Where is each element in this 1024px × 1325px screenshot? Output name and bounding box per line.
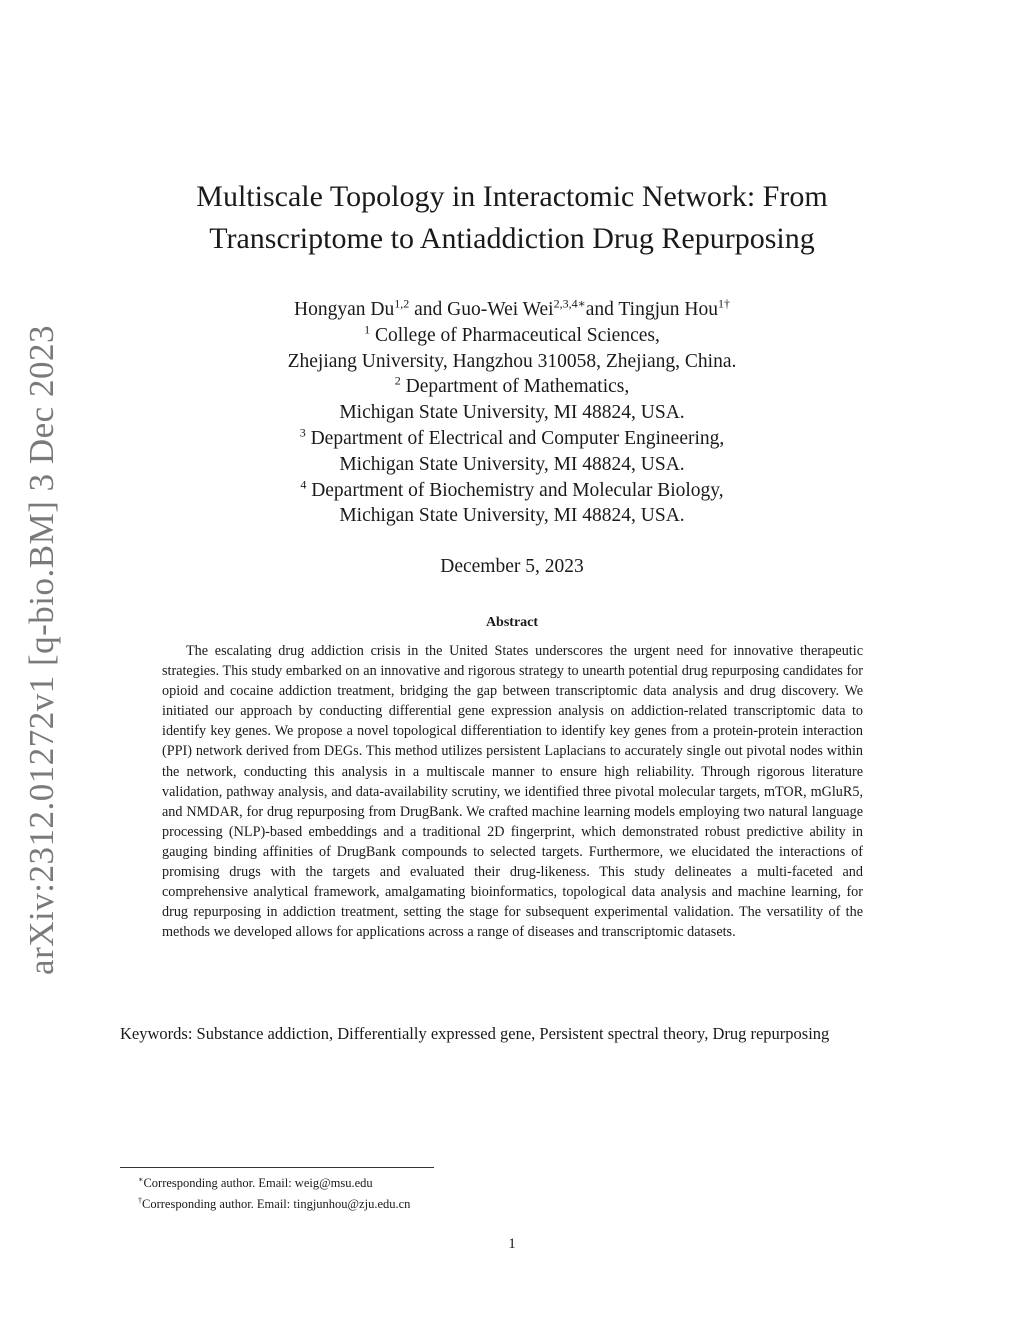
footnote-2: †Corresponding author. Email: tingjunhou@zju.edu.cn [138,1196,411,1212]
affiliation-4: $^4$ Department of Biochemistry and Molecular Biology, Michigan State University, MI 48824, USA. [300,477,724,527]
title-line-1: Multiscale Topology in Interactomic Network: From [196,180,828,213]
paper-title [120,176,904,260]
affiliation-2: $^2$ Department of Mathematics, Michigan State University, MI 48824, USA. [339,373,685,424]
abstract-body: The escalating drug addiction crisis in the United States underscores the urgent need for innovative therapeutic strategies. This study embarked on an innovative and rigorous strategy to unearth potential drug repurposing candidates for opioid and cocaine addiction treatment, bridging the gap between transcriptomic data analysis and drug discovery. We initiated our approach by conducting differential gene expression analysis on addiction-related transcriptomic data to identify key genes. We propose a novel topological differentiation to identify key genes from a protein-protein interaction (PPI) network derived from DEGs. This method utilizes persistent Laplacians to accurately single out pivotal nodes within the network, conducting this analysis in a multiscale manner to ensure high reliability. Through rigorous literature validation, pathway analysis, and data-availability scrutiny, we identified three pivotal molecular targets, mTOR, mGluR5, and NMDAR, for drug repurposing from DrugBank. We crafted machine learning models employing two natural language processing (NLP)-based embeddings and a traditional 2D fingerprint, which demonstrated robust predictive ability in gauging binding affinities of DrugBank compounds to selected targets. Furthermore, we elucidated the interactions of promising drugs with the targets and evaluated their drug-likeness. This study delineates a multi-faceted and comprehensive analytical framework, amalgamating bioinformatics, topological data analysis and machine learning, for drug repurposing in addiction treatment, setting the stage for subsequent experimental validation. The versatility of the methods we developed allows for applications across a range of diseases and transcriptomic datasets. [162,643,863,941]
author-line [120,297,904,323]
footnotes [138,1171,410,1213]
author-2-sup: 2,3,4∗ [553,296,586,311]
arxiv-id: arXiv:2312.01272v1 [q-bio.BM] 3 Dec 2023 [22,325,62,975]
title-line-2: Transcriptome to Antiaddiction Drug Repurposing [209,222,815,255]
author-3-sup: 1† [717,296,730,311]
keywords: Keywords: Substance addiction, Differentially expressed gene, Persistent spectral theory, Drug repurposing [120,1024,830,1043]
affiliation-1: $^1$ College of Pharmaceutical Sciences, Zhejiang University, Hangzhou 310058, Zhejiang, China. [287,322,737,372]
author-1: Hongyan Du [294,299,395,320]
arxiv-stamp [18,325,66,975]
author-2: and Guo-Wei Wei [409,299,554,320]
author-1-sup: 1,2 [394,296,410,311]
affiliation-3: $^3$ Department of Electrical and Computer Engineering, Michigan State University, MI 48824, USA. [299,425,725,475]
publication-date: December 5, 2023 [440,556,584,577]
footnote-rule [120,1167,434,1168]
author-3: and Tingjun Hou [585,299,718,320]
authors-block [120,297,904,529]
footnote-1: ∗Corresponding author. Email: weig@msu.edu [138,1175,373,1191]
abstract-heading: Abstract [485,615,539,630]
page-number: 1 [508,1236,516,1252]
